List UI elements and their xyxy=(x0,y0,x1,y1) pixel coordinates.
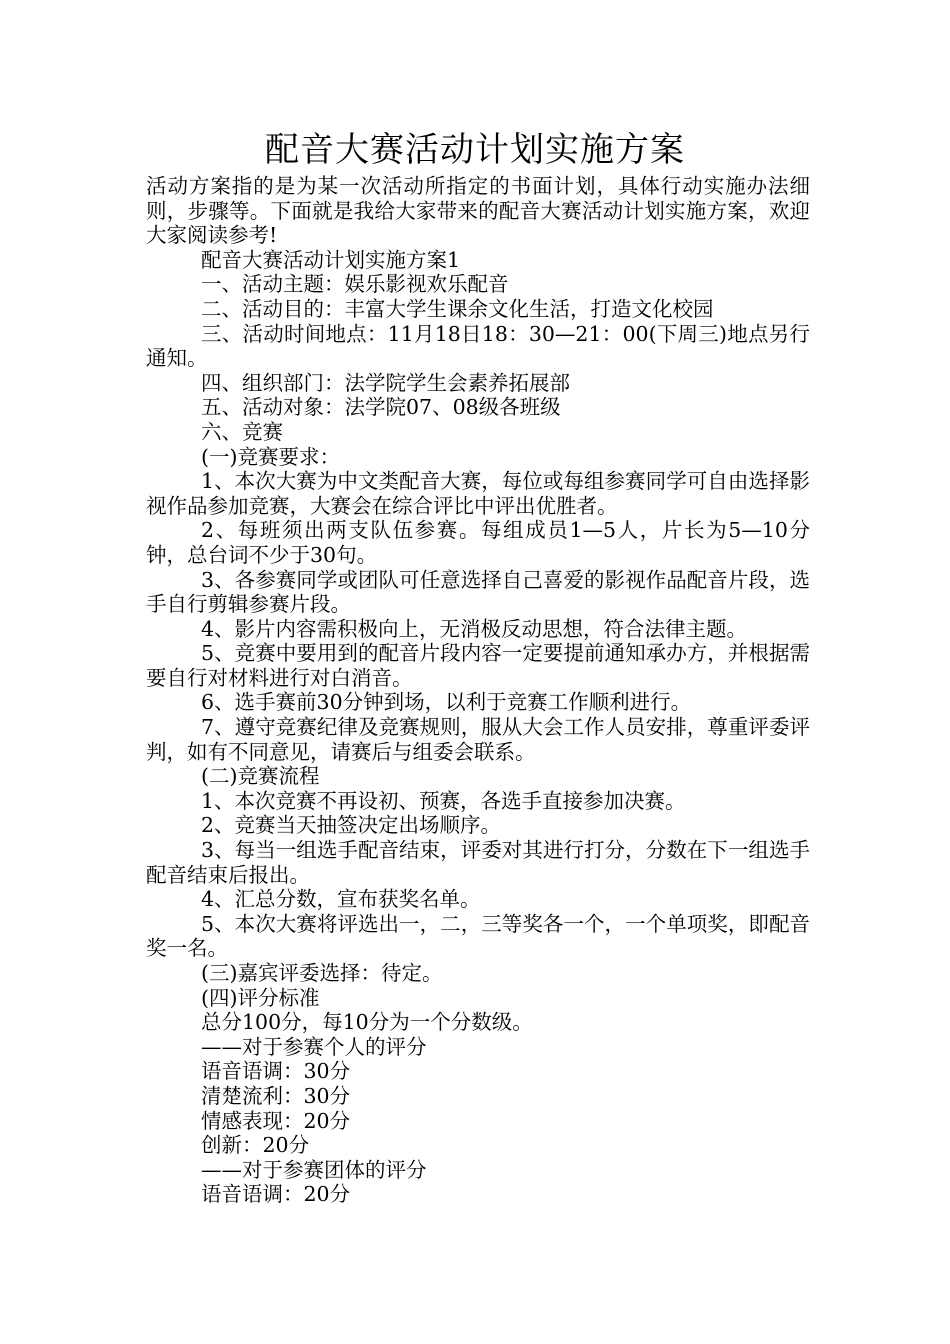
paragraph: 一、活动主题：娱乐影视欢乐配音 xyxy=(201,272,509,297)
document-title: 配音大赛活动计划实施方案 xyxy=(265,130,685,170)
intro-paragraph: 活动方案指的是为某一次活动所指定的书面计划，具体行动实施办法细则，步骤等。下面就是我给大家带来的配音大赛活动计划实施方案，欢迎大家阅读参考! xyxy=(146,174,810,248)
paragraph: 清楚流利：30分 xyxy=(201,1083,351,1108)
subsection-heading: (四)评分标准 xyxy=(201,985,320,1010)
paragraph: 6、选手赛前30分钟到场，以利于竞赛工作顺利进行。 xyxy=(201,690,692,715)
paragraph: 1、本次大赛为中文类配音大赛，每位或每组参赛同学可自由选择影视作品参加竞赛，大赛会在综合评比中评出优胜者。 xyxy=(146,469,810,518)
document-body xyxy=(146,174,810,1207)
paragraph: 二、活动目的：丰富大学生课余文化生活，打造文化校园 xyxy=(201,296,714,321)
paragraph: 创新：20分 xyxy=(201,1133,310,1158)
paragraph: 4、影片内容需积极向上，无消极反动思想，符合法律主题。 xyxy=(201,616,748,641)
paragraph: 四、组织部门：法学院学生会素养拓展部 xyxy=(201,370,570,395)
paragraph: 语音语调：30分 xyxy=(201,1059,351,1084)
paragraph: ——对于参赛团体的评分 xyxy=(201,1157,427,1182)
paragraph: 总分100分，每10分为一个分数级。 xyxy=(201,1010,533,1035)
paragraph: 5、竞赛中要用到的配音片段内容一定要提前通知承办方，并根据需要自行对材料进行对白消音。 xyxy=(146,641,810,690)
paragraph: 2、每班须出两支队伍参赛。每组成员1—5人，片长为5—10分钟，总台词不少于30句。 xyxy=(146,518,810,567)
paragraph: 2、竞赛当天抽签决定出场顺序。 xyxy=(201,813,502,838)
paragraph: 语音语调：20分 xyxy=(201,1182,351,1207)
paragraph: 5、本次大赛将评选出一，二，三等奖各一个，一个单项奖，即配音奖一名。 xyxy=(146,911,810,961)
paragraph: 7、遵守竞赛纪律及竞赛规则，服从大会工作人员安排，尊重评委评判，如有不同意见，请赛后与组委会联系。 xyxy=(146,715,810,764)
subsection-heading: (一)竞赛要求： xyxy=(201,444,340,469)
paragraph: 情感表现：20分 xyxy=(201,1108,351,1133)
plan-heading: 配音大赛活动计划实施方案1 xyxy=(201,247,461,272)
paragraph: 3、每当一组选手配音结束，评委对其进行打分，分数在下一组选手配音结束后报出。 xyxy=(146,838,810,887)
paragraph: ——对于参赛个人的评分 xyxy=(201,1034,427,1059)
section-heading: 六、竞赛 xyxy=(201,419,283,444)
subsection-heading: (二)竞赛流程 xyxy=(201,764,320,789)
paragraph: 4、汇总分数，宣布获奖名单。 xyxy=(201,887,481,912)
paragraph: 1、本次竞赛不再设初、预赛，各选手直接参加决赛。 xyxy=(201,788,686,813)
subsection-heading: (三)嘉宾评委选择：待定。 xyxy=(201,961,443,985)
paragraph: 五、活动对象：法学院07、08级各班级 xyxy=(201,395,561,420)
paragraph: 3、各参赛同学或团队可任意选择自己喜爱的影视作品配音片段，选手自行剪辑参赛片段。 xyxy=(146,567,810,617)
paragraph: 三、活动时间地点：11月18日18：30—21：00(下周三)地点另行通知。 xyxy=(146,321,810,371)
